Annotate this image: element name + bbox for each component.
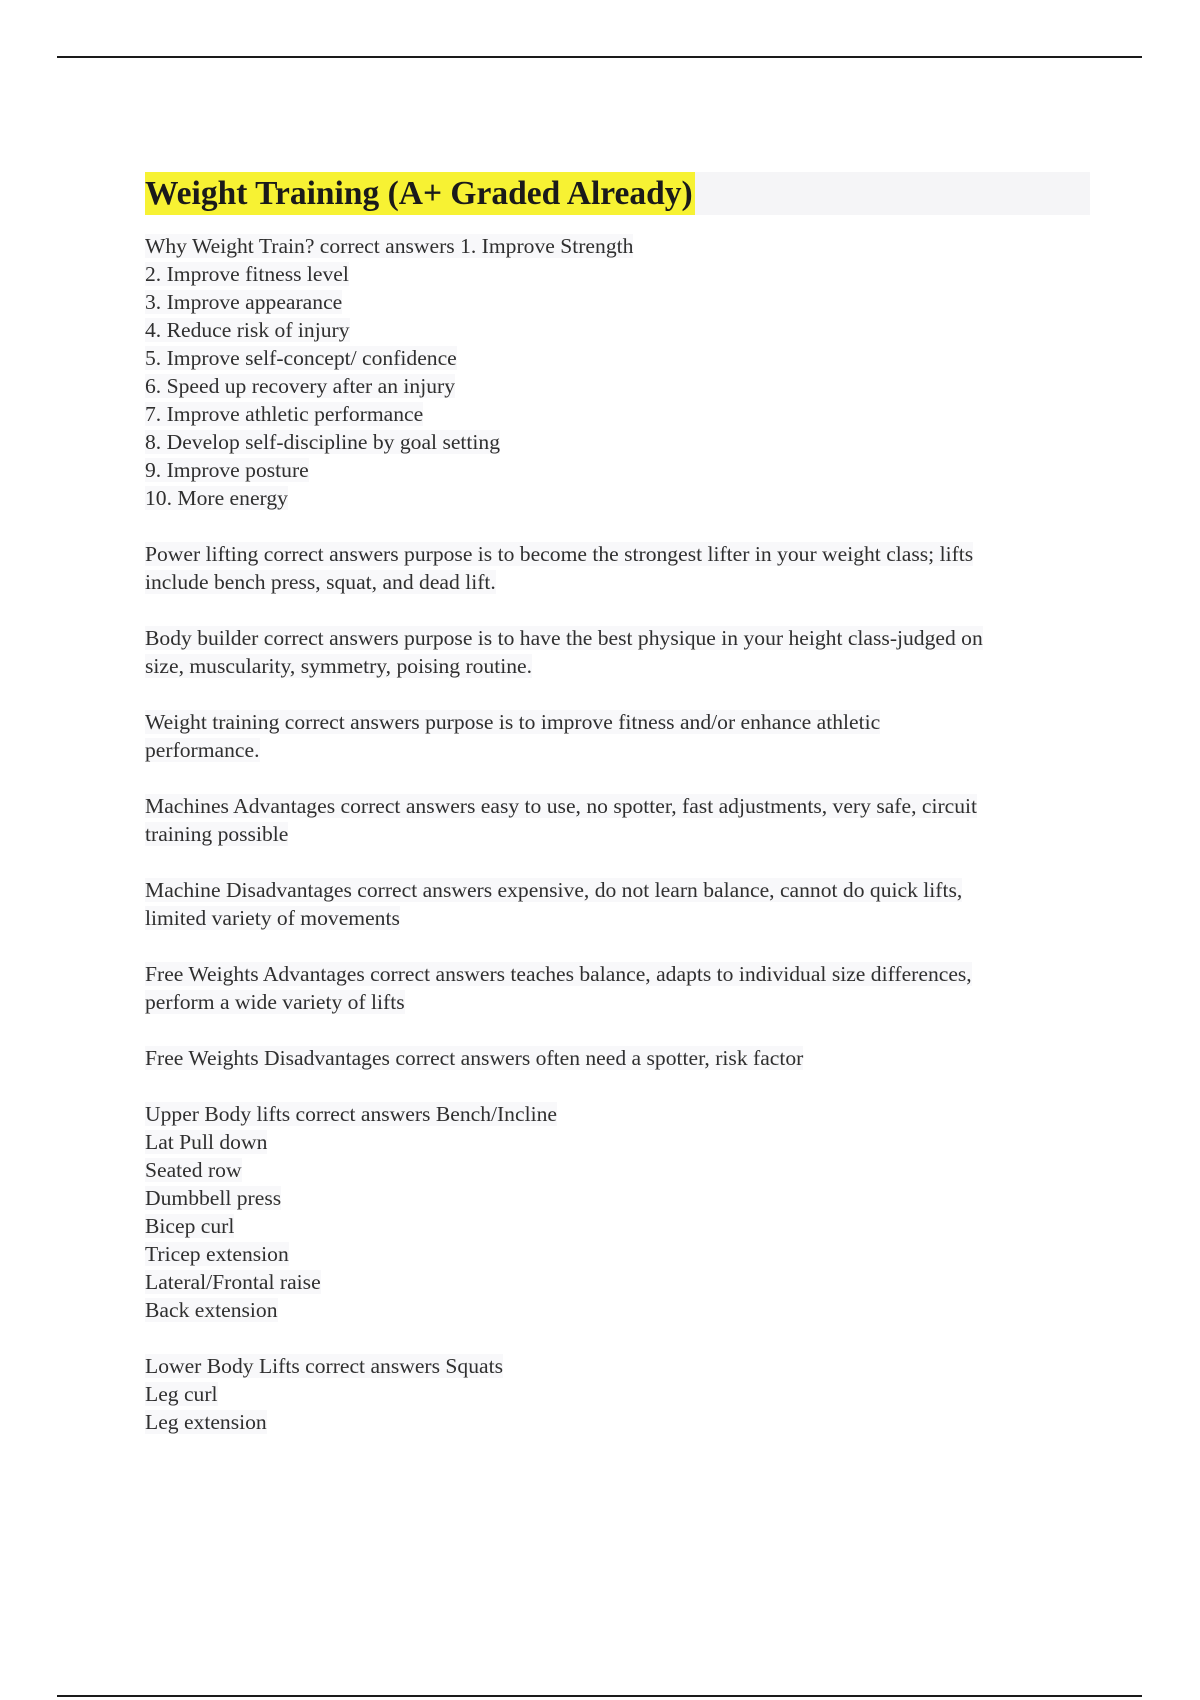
text-line <box>145 1408 1090 1436</box>
text-line <box>145 876 1090 904</box>
qa-entry <box>145 960 1090 1016</box>
text-line-content: performance. <box>145 738 260 762</box>
text-line-content: Bicep curl <box>145 1214 235 1238</box>
qa-entry <box>145 1100 1090 1324</box>
text-line-content: Lat Pull down <box>145 1130 268 1154</box>
text-line <box>145 484 1090 512</box>
text-line <box>145 1296 1090 1324</box>
entries-list <box>145 232 1090 1436</box>
text-line <box>145 792 1090 820</box>
text-line-content: 5. Improve self-concept/ confidence <box>145 346 457 370</box>
text-line <box>145 540 1090 568</box>
text-line <box>145 1352 1090 1380</box>
text-line <box>145 400 1090 428</box>
text-line-content: Machine Disadvantages correct answers expensive, do not learn balance, cannot do quick lifts, <box>145 878 963 902</box>
text-line <box>145 456 1090 484</box>
text-line-content: 7. Improve athletic performance <box>145 402 424 426</box>
text-line <box>145 1240 1090 1268</box>
text-line <box>145 372 1090 400</box>
text-line-content: Why Weight Train? correct answers 1. Improve Strength <box>145 234 634 258</box>
text-line-content: Seated row <box>145 1158 242 1182</box>
top-rule <box>57 56 1142 58</box>
text-line <box>145 1156 1090 1184</box>
text-line <box>145 260 1090 288</box>
text-line <box>145 904 1090 932</box>
text-line-content: Lateral/Frontal raise <box>145 1270 321 1294</box>
text-line <box>145 1044 1090 1072</box>
text-line-content: Free Weights Advantages correct answers teaches balance, adapts to individual size differences, <box>145 962 972 986</box>
text-line-content: size, muscularity, symmetry, poising routine. <box>145 654 533 678</box>
text-line-content: Dumbbell press <box>145 1186 282 1210</box>
text-line <box>145 820 1090 848</box>
document-title: Weight Training (A+ Graded Already) <box>145 172 695 215</box>
qa-entry <box>145 792 1090 848</box>
text-line <box>145 988 1090 1016</box>
text-line <box>145 1128 1090 1156</box>
text-line-content: Machines Advantages correct answers easy to use, no spotter, fast adjustments, very safe, circuit <box>145 794 978 818</box>
bottom-rule <box>57 1695 1142 1697</box>
text-line <box>145 232 1090 260</box>
qa-entry <box>145 876 1090 932</box>
qa-entry <box>145 1352 1090 1436</box>
text-line <box>145 1184 1090 1212</box>
text-line-content: Leg extension <box>145 1410 267 1434</box>
text-line <box>145 568 1090 596</box>
qa-entry <box>145 624 1090 680</box>
text-line-content: 10. More energy <box>145 486 288 510</box>
qa-entry <box>145 708 1090 764</box>
text-line-content: 3. Improve appearance <box>145 290 343 314</box>
text-line <box>145 428 1090 456</box>
text-line-content: Free Weights Disadvantages correct answers often need a spotter, risk factor <box>145 1046 804 1070</box>
text-line <box>145 1268 1090 1296</box>
text-line-content: 9. Improve posture <box>145 458 309 482</box>
text-line-content: perform a wide variety of lifts <box>145 990 405 1014</box>
text-line <box>145 652 1090 680</box>
qa-entry <box>145 232 1090 512</box>
qa-entry <box>145 540 1090 596</box>
text-line-content: training possible <box>145 822 289 846</box>
text-line <box>145 316 1090 344</box>
text-line <box>145 1100 1090 1128</box>
text-line-content: limited variety of movements <box>145 906 400 930</box>
text-line <box>145 1380 1090 1408</box>
text-line <box>145 708 1090 736</box>
text-line-content: Weight training correct answers purpose is to improve fitness and/or enhance athletic <box>145 710 881 734</box>
text-line-content: 2. Improve fitness level <box>145 262 349 286</box>
text-line-content: 6. Speed up recovery after an injury <box>145 374 455 398</box>
text-line-content: Upper Body lifts correct answers Bench/Incline <box>145 1102 557 1126</box>
text-line-content: 8. Develop self-discipline by goal setting <box>145 430 501 454</box>
text-line <box>145 1212 1090 1240</box>
text-line-content: Body builder correct answers purpose is to have the best physique in your height class-judged on <box>145 626 983 650</box>
text-line-content: Power lifting correct answers purpose is to become the strongest lifter in your weight class; lifts <box>145 542 974 566</box>
text-line-content: 4. Reduce risk of injury <box>145 318 350 342</box>
text-line-content: include bench press, squat, and dead lift. <box>145 570 496 594</box>
title-band <box>145 172 1090 215</box>
qa-entry <box>145 1044 1090 1072</box>
text-line-content: Tricep extension <box>145 1242 289 1266</box>
text-line <box>145 288 1090 316</box>
document-body <box>145 172 1090 1436</box>
text-line <box>145 624 1090 652</box>
text-line <box>145 344 1090 372</box>
text-line <box>145 960 1090 988</box>
text-line <box>145 736 1090 764</box>
text-line-content: Leg curl <box>145 1382 218 1406</box>
text-line-content: Lower Body Lifts correct answers Squats <box>145 1354 504 1378</box>
text-line-content: Back extension <box>145 1298 278 1322</box>
